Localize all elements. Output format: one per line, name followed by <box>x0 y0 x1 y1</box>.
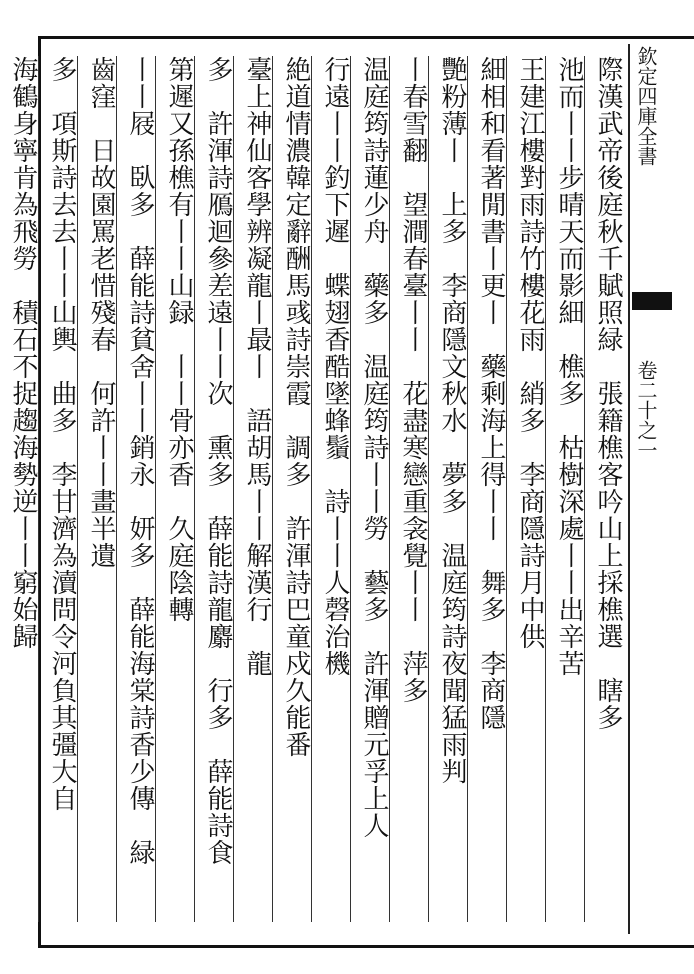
column-text: 多 許渾詩鴈迴參差遠丨丨次 熏多 薛能詩龍麝 行多 薛能詩食 <box>203 56 233 866</box>
column-text: 臺上神仙客學辨凝龍丨最丨 語胡馬丨丨解漢行 龍 <box>242 56 272 677</box>
column-text: 細相和看著閒書丨更丨 藥剩海上得丨丨 舞多 李商隱 <box>476 56 506 731</box>
side-band-header: 欽定四庫全書 <box>634 46 658 166</box>
column-text: 絶道情濃韓定辭酬馬彧詩崇霞 調多 許渾詩巴童戍久能番 <box>281 56 311 758</box>
column-text: 海鶴身寧肯為飛勞 積石不捉趨海勢逆丨丨窮始歸 <box>8 56 38 650</box>
column-text: 齒窪 日故園罵老惜殘春 何許丨丨畫半遺 <box>86 56 116 569</box>
column-text: 池而丨丨步晴天而影細 樵多 枯樹深處丨丨出辛苦 <box>554 56 584 677</box>
column-text: 艷粉薄丨 上多 李商隱文秋水 夢多 温庭筠詩夜聞猛雨判 <box>437 56 467 785</box>
fishtail-mark <box>632 292 672 310</box>
column-text: 際漢武帝後庭秋千賦照緑 張籍樵客吟山上採樵選 瞎多 <box>593 56 623 731</box>
column-text: 多 項斯詩去去丨丨山輿 曲多 李甘濟為瀆問令河負其彊大自 <box>47 56 77 812</box>
column-text: 王建江樓對雨詩竹樓花雨 綃多 李商隱詩月中供 <box>515 56 545 650</box>
column-text: 温庭筠詩蓮少舟 藥多 温庭筠詩丨丨勞 藝多 許渾贈元孚上人 <box>359 56 389 839</box>
column-text: 丨丨屐 臥多 薛能詩貧舍丨丨銷永 妍多 薛能海棠詩香少傳 緑 <box>125 56 155 866</box>
side-band-chapter: 卷二十之一 <box>634 360 658 460</box>
column-text: 丨春雪翻 望澗春臺丨丨 花盡寒戀重衾覺丨丨 萍多 <box>398 56 428 704</box>
column-text: 行遠丨丨釣下遲 蝶翅香酷墜蜂鬚 詩丨丨人磬治機 <box>320 56 350 677</box>
column-text: 第遲又孫樵有丨丨山録 丨丨骨亦香 久庭陰轉 <box>164 56 194 623</box>
text-column-16 <box>0 56 46 922</box>
